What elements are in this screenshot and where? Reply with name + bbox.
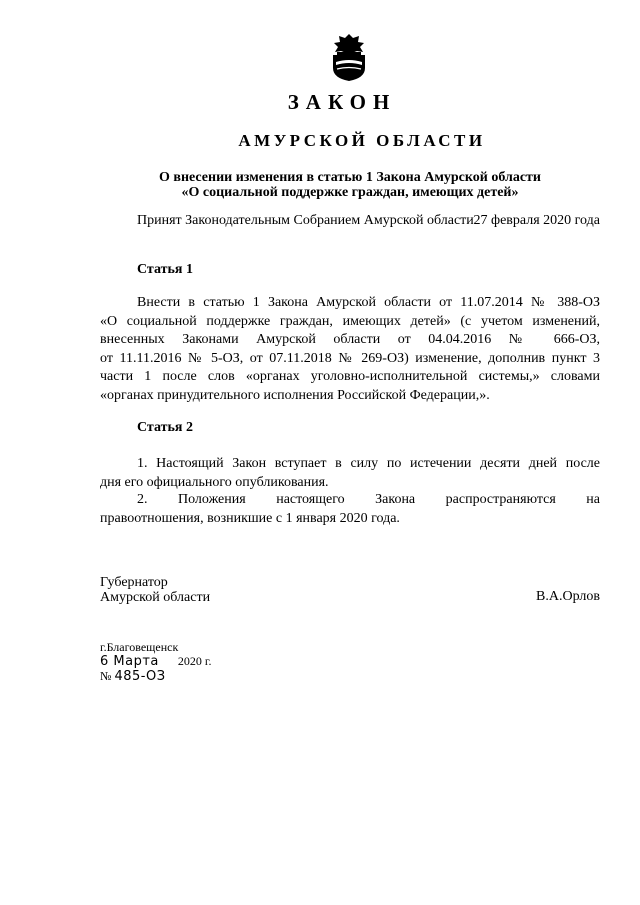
signing-date-row: [100, 654, 211, 669]
region-title: АМУРСКОЙ ОБЛАСТИ: [238, 131, 486, 150]
signatory-title: [100, 576, 210, 605]
law-number-handwritten: 485-ОЗ: [114, 669, 166, 684]
text-line: внесенных Законами Амурской области от 04.04.2016 № 666-ОЗ,: [100, 332, 600, 348]
signatory-name: В.А.Орлов: [536, 589, 600, 604]
law-number-prefix: №: [100, 669, 112, 683]
text-line: 2. Положения настоящего Закона распространяются на: [137, 492, 600, 507]
article-2-item-2: [100, 491, 600, 528]
signing-city: г.Благовещенск: [100, 640, 179, 654]
text-line: «органах принудительного исполнения Российской Федерации,».: [100, 387, 490, 403]
adopted-by: Принят Законодательным Собранием Амурской области: [137, 213, 474, 228]
signing-date-handwritten: 6 Марта: [100, 654, 159, 669]
signatory-title-line-2: Амурской области: [100, 589, 211, 605]
text-line: части 1 после слов «органах уголовно-исполнительной системы,» словами: [100, 369, 600, 385]
coat-of-arms-icon: [327, 32, 371, 82]
text-line: 1. Настоящий Закон вступает в силу по истечении десяти дней после: [137, 456, 600, 471]
text-line: от 11.11.2016 № 5-ОЗ, от 07.11.2018 № 269-ОЗ) изменение, дополнив пункт 3: [100, 350, 600, 366]
law-number-row: [100, 669, 211, 684]
text-line: правоотношения, возникшие с 1 января 2020 года.: [100, 510, 400, 526]
signing-details: [100, 640, 211, 684]
text-line: «О социальной поддержке граждан, имеющих детей» (с учетом изменений,: [100, 313, 600, 329]
text-line: дня его официального опубликования.: [100, 474, 329, 490]
adopted-date: 27 февраля 2020 года: [473, 213, 600, 228]
signing-year: 2020 г.: [177, 654, 212, 668]
article-2-item-1: [100, 455, 600, 492]
subject-line-1: О внесении изменения в статью 1 Закона Амурской области: [159, 170, 541, 185]
text-line: Внести в статью 1 Закона Амурской области от 11.07.2014 № 388-ОЗ: [137, 295, 600, 310]
document-type-title: ЗАКОН: [287, 90, 397, 114]
article-1-heading: Статья 1: [137, 262, 193, 277]
article-2-heading: Статья 2: [137, 420, 193, 435]
signatory-title-line-1: Губернатор: [100, 575, 168, 590]
subject-line-2: «О социальной поддержке граждан, имеющих детей»: [181, 185, 519, 200]
article-1-text: [100, 294, 600, 406]
law-subject: [100, 170, 600, 200]
